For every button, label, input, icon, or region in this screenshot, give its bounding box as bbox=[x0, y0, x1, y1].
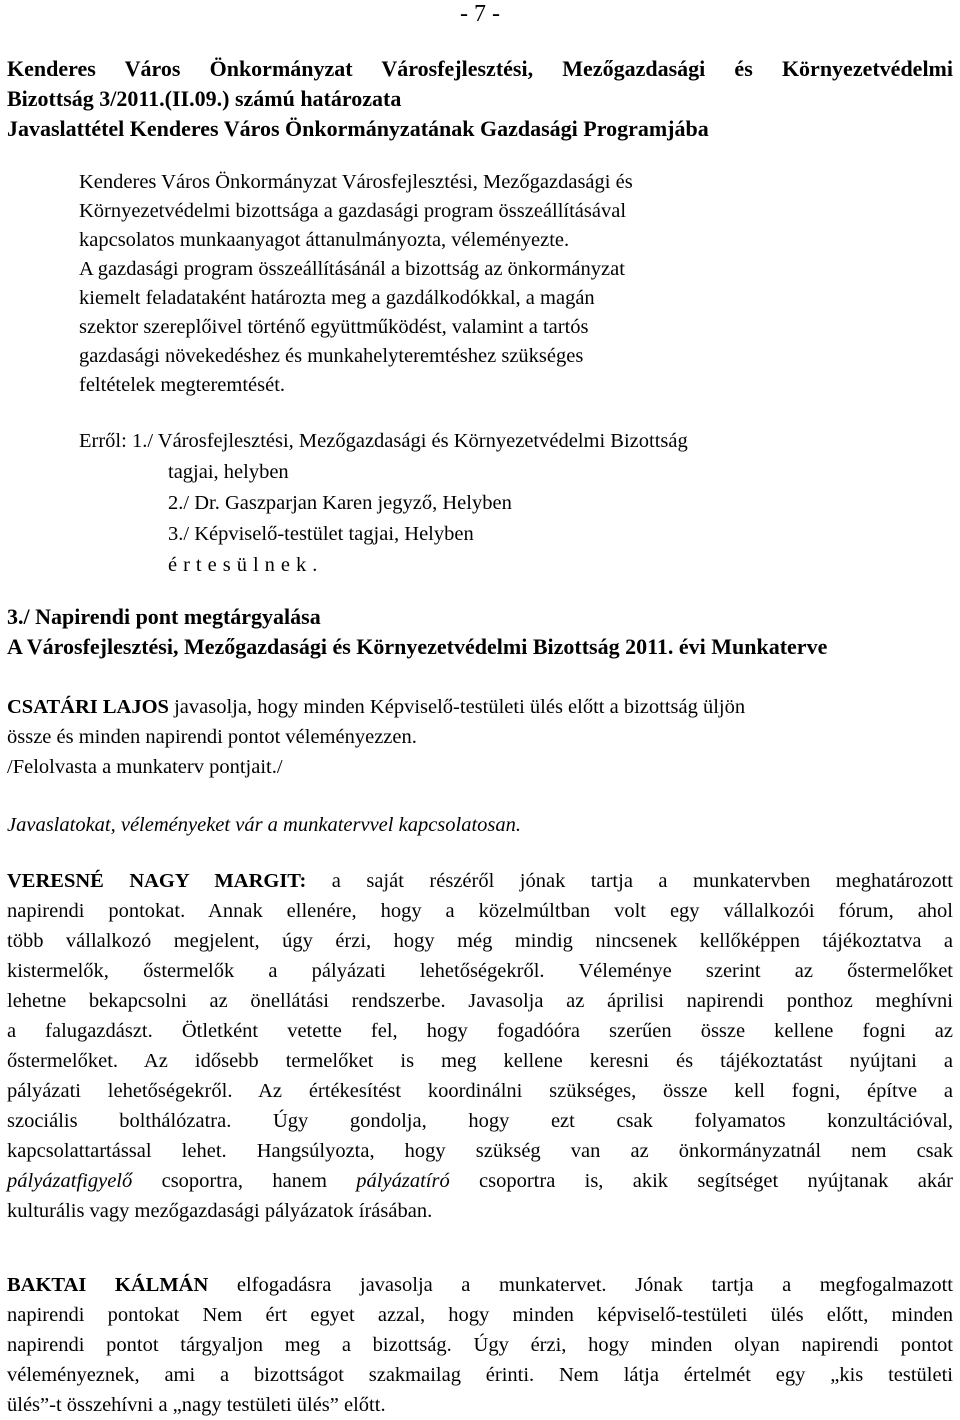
paragraph-csatari bbox=[7, 692, 953, 782]
resolution-line: gazdasági növekedéshez és munkahelyteremtéshez szükséges bbox=[79, 345, 584, 367]
resolution-line: kiemelt feladataként határozta meg a gazdálkodókkal, a magán bbox=[79, 287, 595, 309]
paragraph-line: Javaslatokat, véleményeket vár a munkatervvel kapcsolatosan. bbox=[7, 814, 522, 836]
paragraph-line: véleményeznek, ami a bizottságot szakmailag érinti. Nem látja értelmét egy „kis testületi bbox=[7, 1364, 953, 1386]
paragraph-line: a falugazdászt. Ötletként vetette fel, hogy fogadóóra szerűen össze kellene fogni az bbox=[7, 1020, 953, 1042]
agenda-line: A Városfejlesztési, Mezőgazdasági és Környezetvédelmi Bizottság 2011. évi Munkaterve bbox=[7, 634, 828, 659]
paragraph-line: őstermelőket. Az idősebb termelőket is meg kellene keresni és tájékoztatást nyújtani a bbox=[7, 1050, 953, 1072]
paragraph-text: a saját részéről jónak tartja a munkatervben meghatározott bbox=[306, 870, 954, 892]
paragraph-line: össze és minden napirendi pontot véleményezzen. bbox=[7, 726, 417, 748]
resolution-text bbox=[79, 168, 859, 400]
paragraph-line: szociális bolthálózatra. Úgy gondolja, hogy ezt csak folyamatos konzultációval, bbox=[7, 1110, 953, 1132]
paragraph-line: /Felolvasta a munkaterv pontjait./ bbox=[7, 756, 283, 778]
resolution-heading bbox=[7, 54, 953, 144]
paragraph-text: csoportra is, akik segítséget nyújtanak akár bbox=[449, 1170, 953, 1192]
paragraph-line: több vállalkozó megjelent, úgy érzi, hogy még mindig nincsenek kellőképpen tájékoztatva a bbox=[7, 930, 953, 952]
paragraph-line: ülés”-t összehívni a „nagy testületi ülés” előtt. bbox=[7, 1394, 386, 1416]
italic-term: pályázatíró bbox=[356, 1170, 450, 1192]
paragraph-line: kulturális vagy mezőgazdasági pályázatok írásában. bbox=[7, 1200, 433, 1222]
speaker-name: CSATÁRI LAJOS bbox=[7, 696, 169, 718]
speaker-name: VERESNÉ NAGY MARGIT: bbox=[7, 870, 307, 892]
distribution-line: 3./ Képviselő-testület tagjai, Helyben bbox=[168, 523, 474, 545]
heading-line: Javaslattétel Kenderes Város Önkormányzatának Gazdasági Programjába bbox=[7, 116, 709, 141]
paragraph-line: napirendi pontot tárgyaljon meg a bizottság. Úgy érzi, hogy minden olyan napirendi pontot bbox=[7, 1334, 953, 1356]
agenda-heading bbox=[7, 602, 953, 662]
paragraph-veresne bbox=[7, 866, 953, 1226]
paragraph-text: csoportra, hanem bbox=[132, 1170, 357, 1192]
distribution-line: Erről: 1./ Városfejlesztési, Mezőgazdasági és Környezetvédelmi Bizottság bbox=[79, 430, 688, 452]
paragraph-request bbox=[7, 810, 953, 840]
paragraph-line: napirendi pontokat. Annak ellenére, hogy a közelmúltban volt egy vállalkozói fórum, ahol bbox=[7, 900, 953, 922]
agenda-line: 3./ Napirendi pont megtárgyalása bbox=[7, 604, 321, 629]
heading-line: Bizottság 3/2011.(II.09.) számú határozata bbox=[7, 86, 402, 111]
italic-term: pályázatfigyelő bbox=[7, 1170, 133, 1192]
distribution-line: tagjai, helyben bbox=[168, 461, 289, 483]
resolution-line: kapcsolatos munkaanyagot áttanulmányozta, véleményezte. bbox=[79, 229, 570, 251]
resolution-line: feltételek megteremtését. bbox=[79, 374, 286, 396]
paragraph-line: kistermelők, őstermelők a pályázati lehetőségekről. Véleménye szerint az őstermelőket bbox=[7, 960, 953, 982]
speaker-name: BAKTAI KÁLMÁN bbox=[7, 1274, 209, 1296]
resolution-line: Környezetvédelmi bizottsága a gazdasági program összeállításával bbox=[79, 200, 627, 222]
distribution-line: 2./ Dr. Gaszparjan Karen jegyző, Helyben bbox=[168, 492, 512, 514]
resolution-line: szektor szereplőivel történő együttműködést, valamint a tartós bbox=[79, 316, 589, 338]
distribution-line: értesülnek. bbox=[168, 554, 324, 576]
paragraph-text: javasolja, hogy minden Képviselő-testületi ülés előtt a bizottság üljön bbox=[168, 696, 746, 718]
distribution-list bbox=[79, 426, 879, 581]
page-number: - 7 - bbox=[460, 1, 500, 27]
paragraph-text: elfogadásra javasolja a munkatervet. Jónak tartja a megfogalmazott bbox=[208, 1274, 953, 1296]
paragraph-line: lehetne bekapcsolni az önellátási rendszerbe. Javasolja az áprilisi napirendi ponthoz meghívni bbox=[7, 990, 953, 1012]
heading-line: Kenderes Város Önkormányzat Városfejlesztési, Mezőgazdasági és Környezetvédelmi bbox=[7, 56, 953, 81]
paragraph-baktai bbox=[7, 1270, 953, 1420]
paragraph-line: napirendi pontokat Nem ért egyet azzal, hogy minden képviselő-testületi ülés előtt, minden bbox=[7, 1304, 953, 1326]
resolution-line: A gazdasági program összeállításánál a bizottság az önkormányzat bbox=[79, 258, 625, 280]
paragraph-line: pályázati lehetőségekről. Az értékesítést koordinálni szükséges, össze kell fogni, építve a bbox=[7, 1080, 953, 1102]
paragraph-line: kapcsolattartással lehet. Hangsúlyozta, hogy szükség van az önkormányzatnál nem csak bbox=[7, 1140, 953, 1162]
resolution-line: Kenderes Város Önkormányzat Városfejlesztési, Mezőgazdasági és bbox=[79, 171, 633, 193]
